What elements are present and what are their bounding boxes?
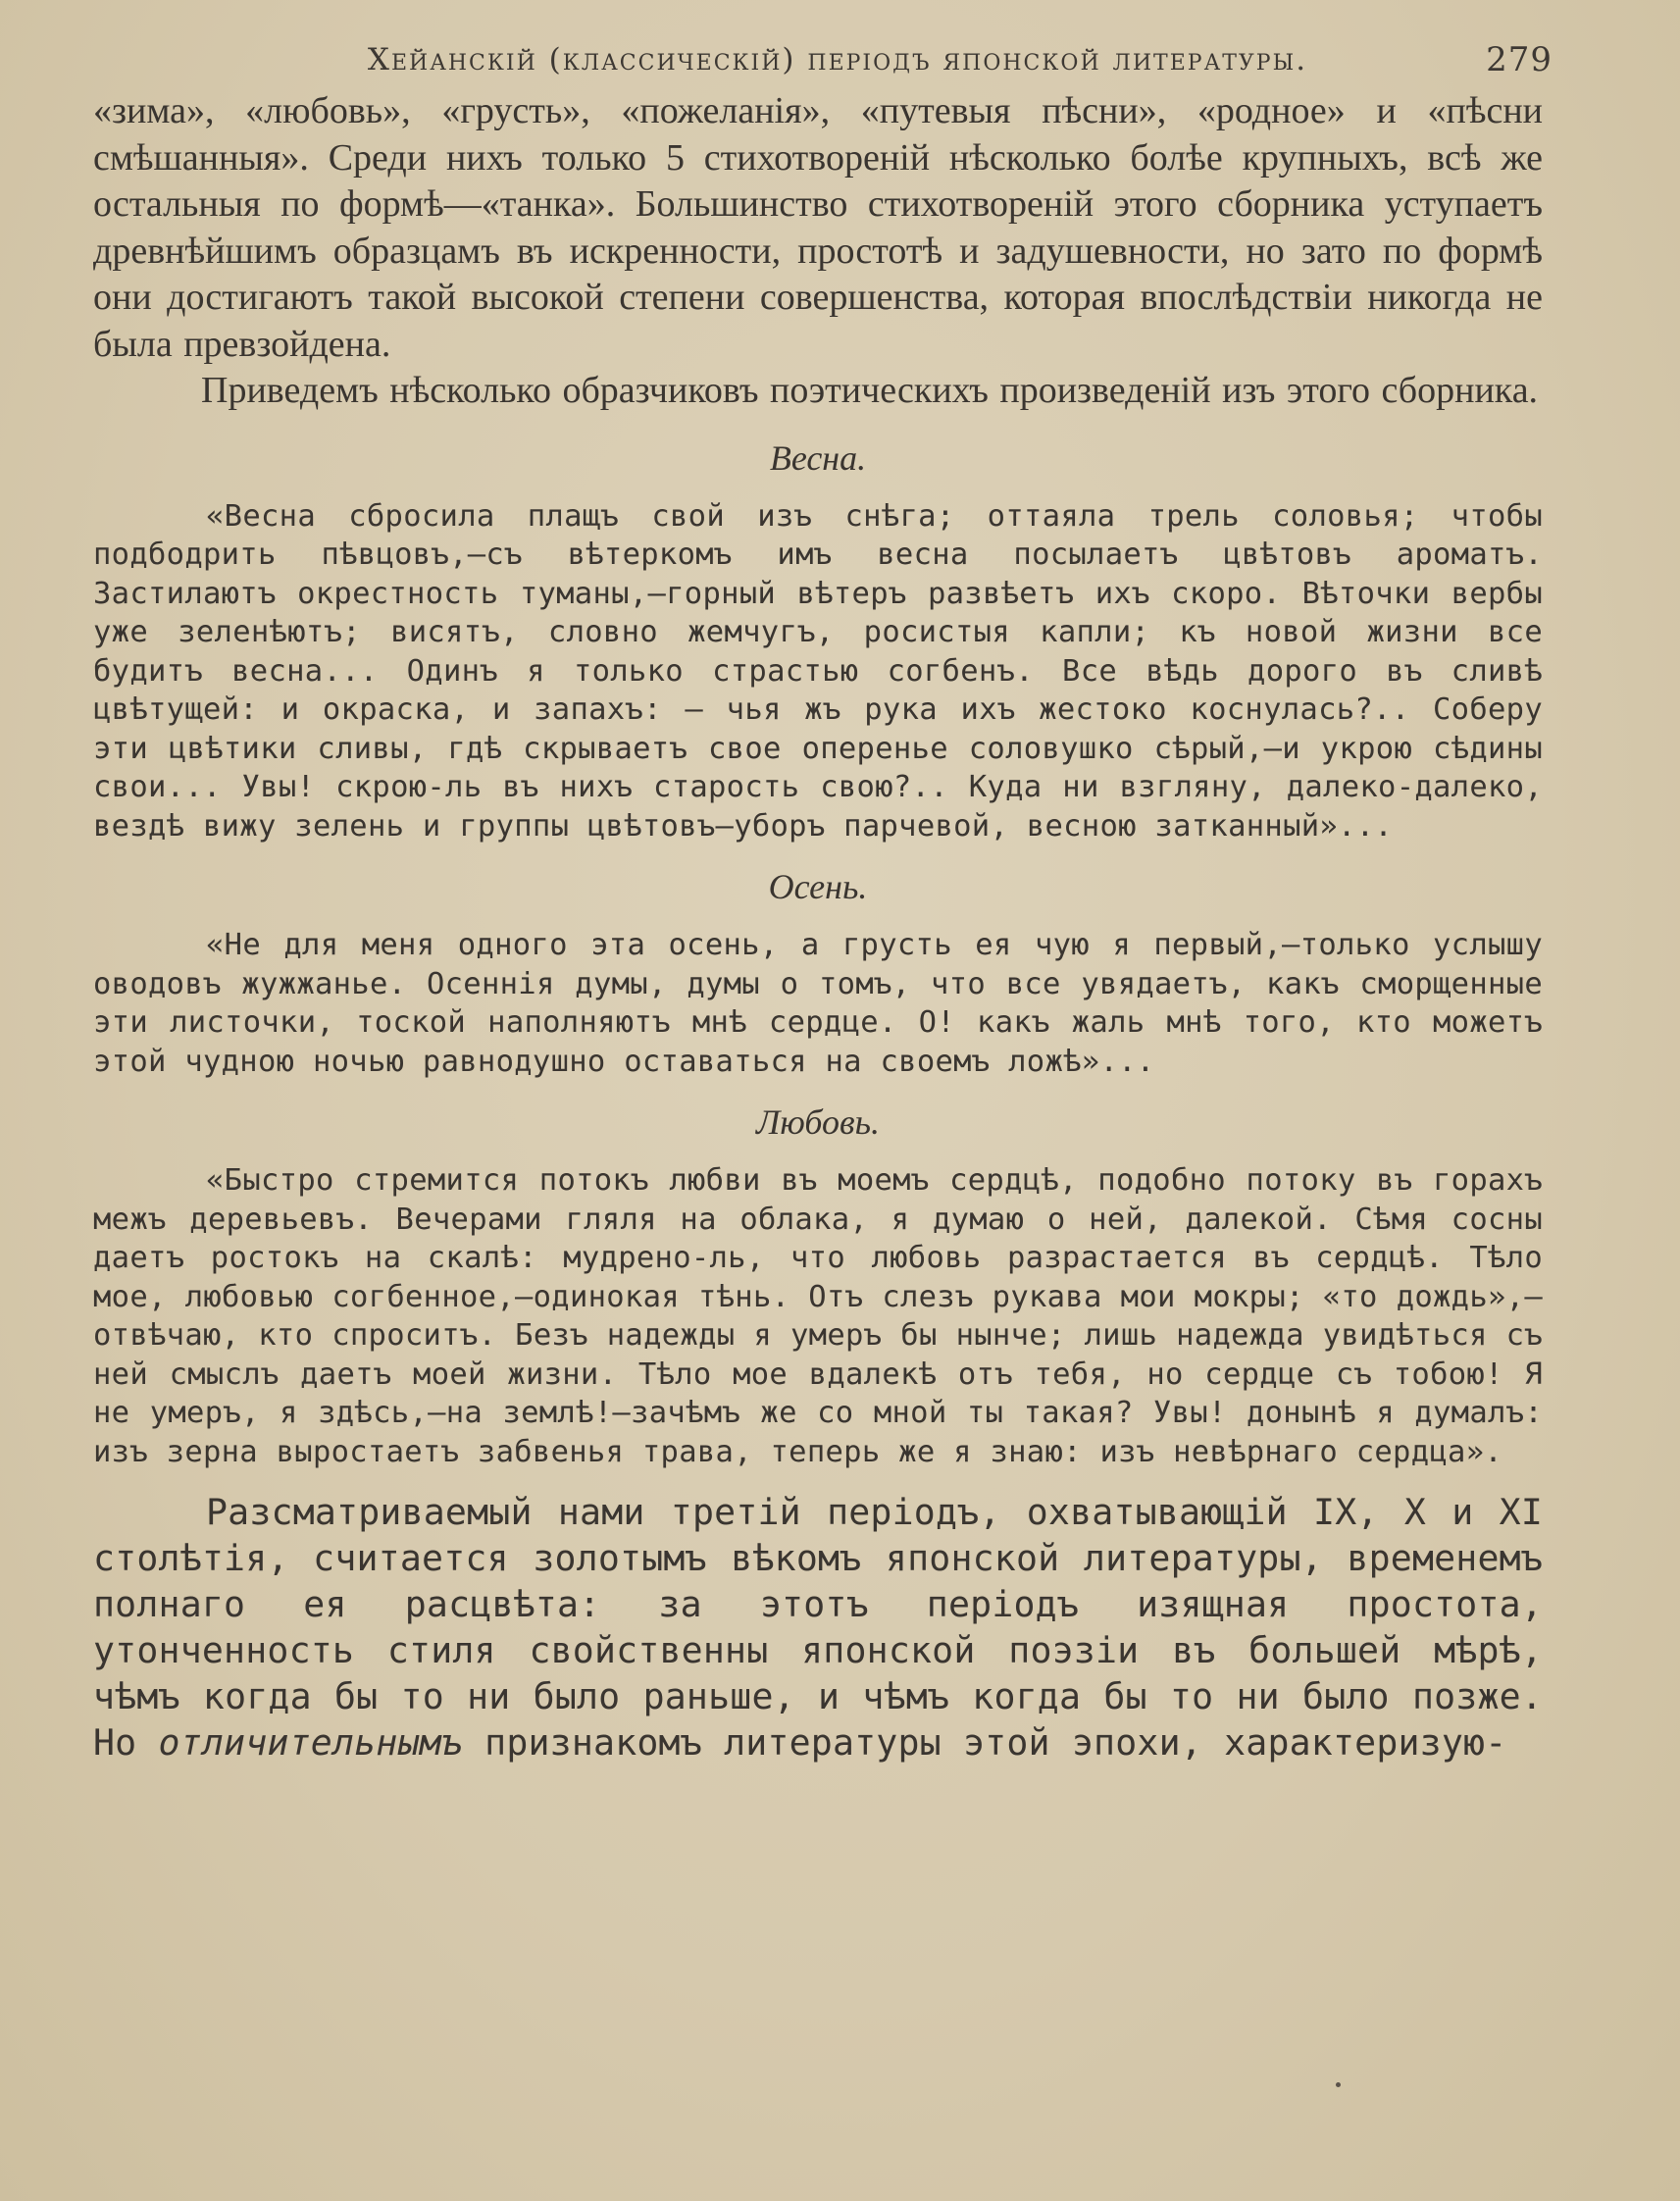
running-title: Хейанскій (классическій) періодъ японской литературы. <box>367 42 1308 77</box>
closing-paragraph <box>93 1489 1543 1766</box>
intro-paragraph-1: «зима», «любовь», «грусть», «пожеланія», «путевыя пѣсни», «родное» и «пѣсни смѣшанныя». Среди нихъ только 5 стихотвореній нѣсколько болѣе крупныхъ, всѣ же остальныя по формѣ—«танка». Большинство стихотвореній этого сборника уступаетъ древнѣйшимъ образцамъ въ искренности, простотѣ и задушевности, но зато по формѣ они достигаютъ такой высокой степени совершенства, которая впослѣдствіи никогда не была превзойдена. <box>93 90 1543 365</box>
page-number: 279 <box>1486 40 1553 79</box>
poem-spring: «Весна сбросила плащъ свой изъ снѣга; оттаяла трель соловья; чтобы подбодрить пѣвцовъ,—съ вѣтеркомъ имъ весна посылаетъ цвѣтовъ ароматъ. Застилаютъ окрестность туманы,—горный вѣтеръ развѣетъ ихъ скоро. Вѣточки вербы уже зеленѣютъ; висятъ, словно жемчугъ, росистыя капли; къ новой жизни все будитъ весна... Одинъ я только страстью согбенъ. Все вѣдь дорого въ сливѣ цвѣтущей: и окраска, и запахъ: — чья жъ рука ихъ жестоко коснулась?.. Соберу эти цвѣтики сливы, гдѣ скрываетъ свое оперенье соловушко сѣрый,—и укрою сѣдины свои... Увы! скрою-ль въ нихъ старость свою?.. Куда ни взгляну, далеко-далеко, вездѣ вижу зелень и группы цвѣтовъ—уборъ парчевой, весною затканный»... <box>93 498 1543 844</box>
closing-text-end: признакомъ литературы этой эпохи, характеризую- <box>462 1721 1507 1764</box>
section-title-spring: Весна. <box>769 437 867 478</box>
running-header <box>132 31 1553 88</box>
poem-love: «Быстро стремится потокъ любви въ моемъ сердцѣ, подобно потоку въ горахъ межъ деревьевъ. Вечерами гляля на облака, я думаю о ней, далекой. Сѣмя сосны даетъ ростокъ на скалѣ: мудрено-ль, что любовь разрастается въ сердцѣ. Тѣло мое, любовью согбенное,—одинокая тѣнь. Отъ слезъ рукава мои мокры; «то дождь»,—отвѣчаю, кто спроситъ. Безъ надежды я умеръ бы нынче; лишь надежда увидѣться съ ней смыслъ даетъ моей жизни. Тѣло мое вдалекѣ отъ тебя, но сердце съ тобою! Я не умеръ, я здѣсь,—на землѣ!—зачѣмъ же со мной ты такая? Увы! донынѣ я думалъ: изъ зерна выростаетъ забвенья трава, теперь же я знаю: изъ невѣрнаго сердца». <box>93 1163 1543 1469</box>
poem-autumn: «Не для меня одного эта осень, а грусть ея чую я первый,—только услышу оводовъ жужжанье. Осеннія думы, думы о томъ, что все увядаетъ, какъ сморщенные эти листочки, тоской наполняютъ мнѣ сердце. О! какъ жаль мнѣ того, кто можетъ этой чудною ночью равнодушно оставаться на своемъ ложѣ»... <box>93 928 1543 1079</box>
closing-text-start: Разсматриваемый нами третій періодъ, охватывающій IX, X и XI столѣтія, считается золотымъ вѣкомъ японской литературы, временемъ полнаго ея расцвѣта: за этотъ періодъ изящная простота, утонченность стиля свойственны японской поэзіи въ большей мѣрѣ, чѣмъ когда бы то ни было раньше, и чѣмъ когда бы то ни было позже. Но <box>93 1491 1543 1764</box>
closing-emphasis: отличительнымъ <box>158 1721 463 1764</box>
ink-speck <box>1336 2082 1341 2087</box>
section-title-love: Любовь. <box>756 1102 880 1142</box>
intro-paragraph-2: Приведемъ нѣсколько образчиковъ поэтическихъ произведеній изъ этого сборника. <box>201 370 1539 411</box>
section-title-autumn: Осень. <box>768 867 868 906</box>
